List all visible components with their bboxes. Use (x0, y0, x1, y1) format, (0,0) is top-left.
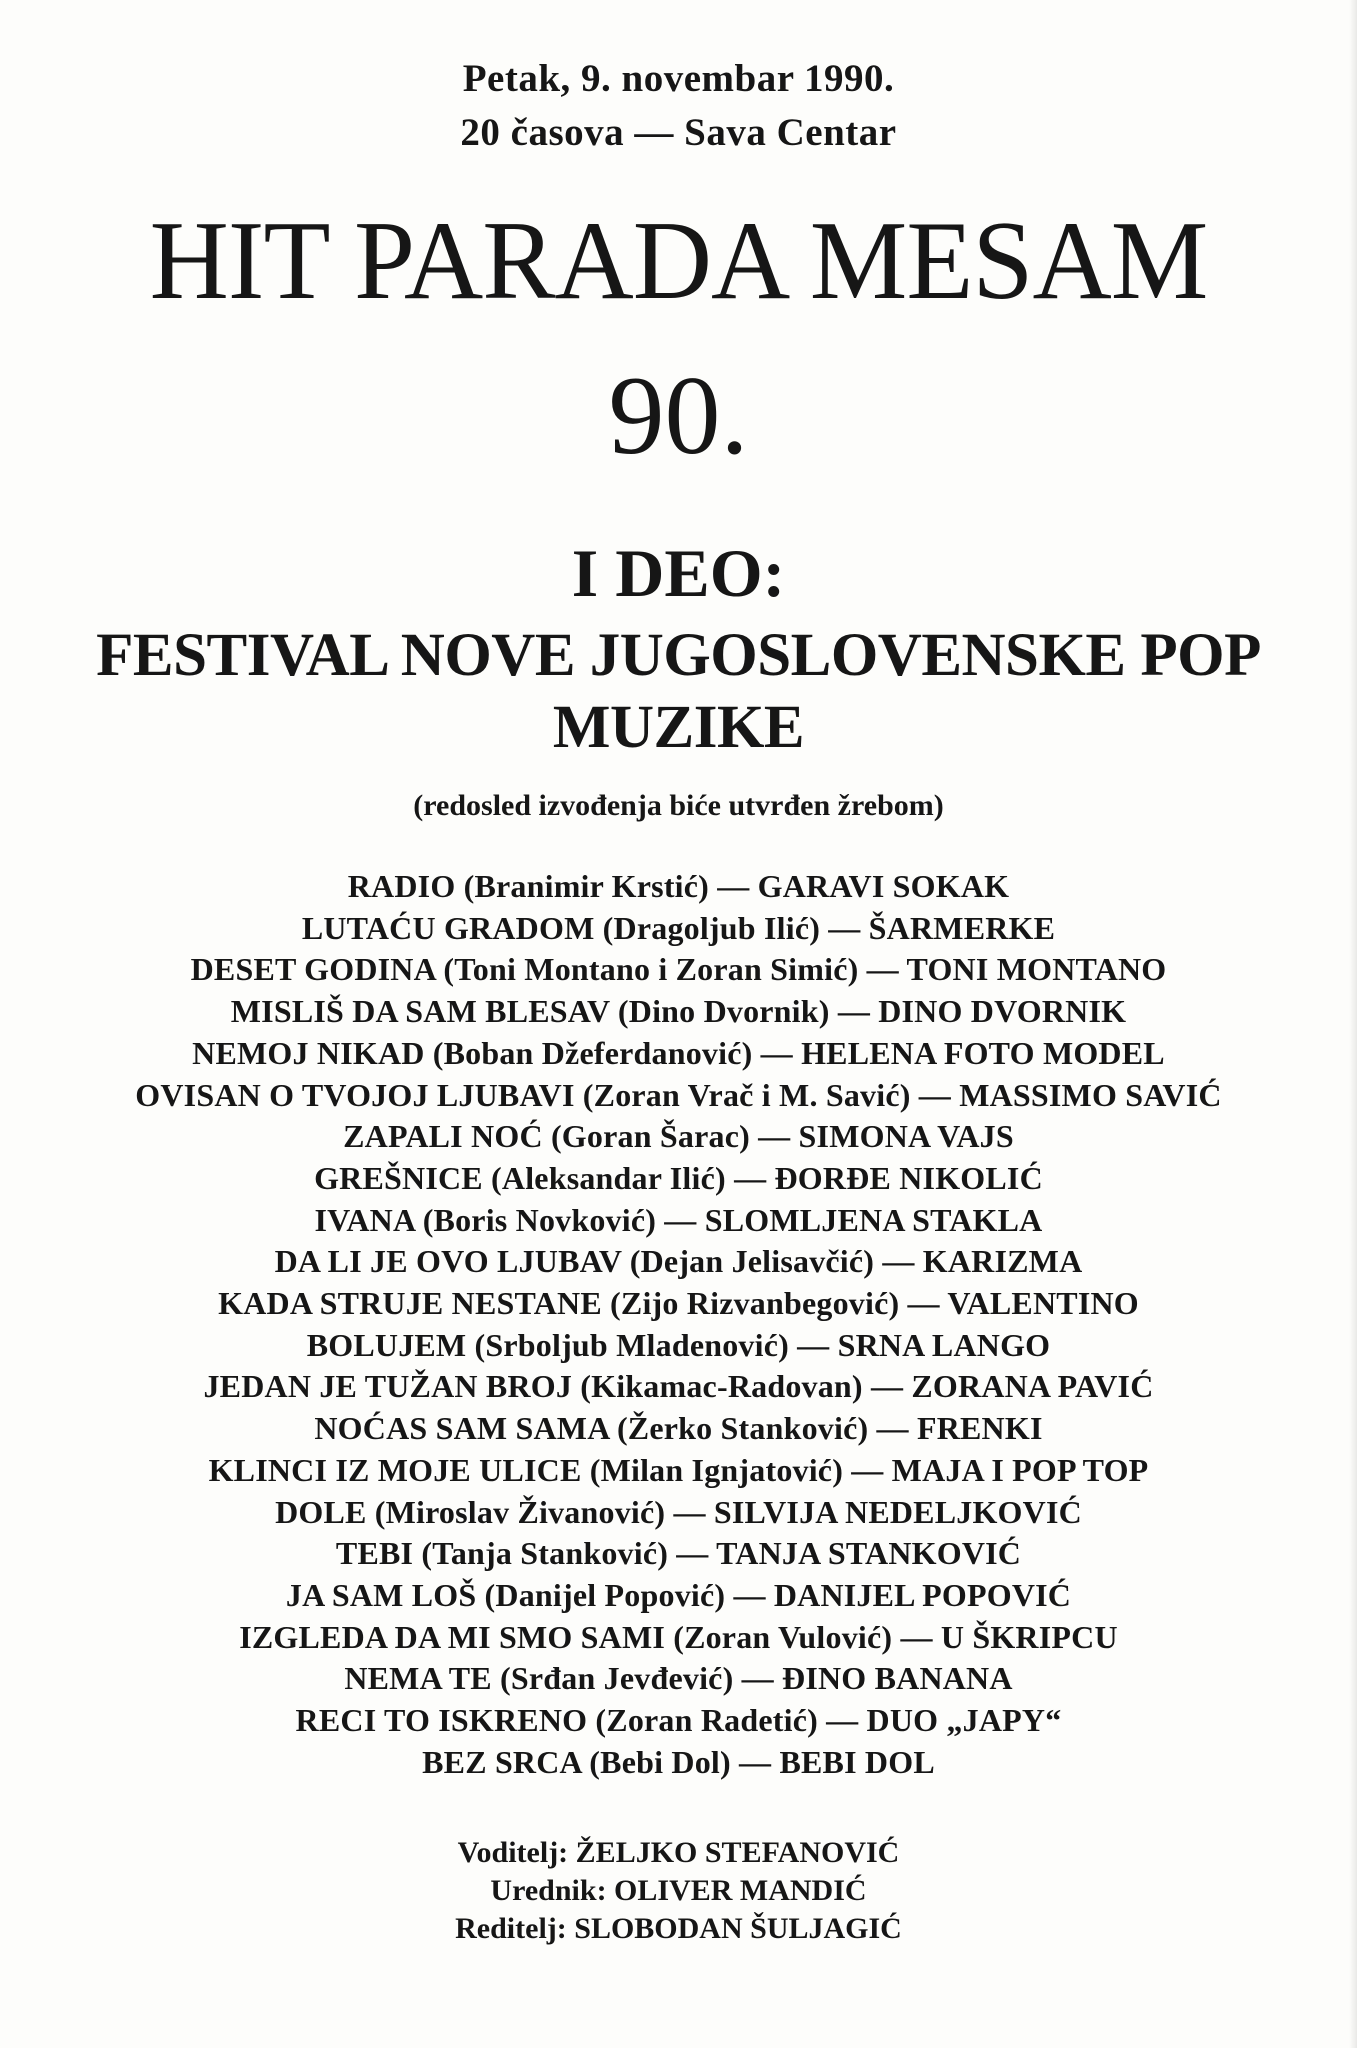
page-edge-shadow (1349, 0, 1357, 2048)
event-date: Petak, 9. novembar 1990. (462, 57, 895, 100)
song-entry: IVANA (Boris Novković) — SLOMLJENA STAKLA (314, 1201, 1043, 1238)
song-entry: JA SAM LOŠ (Danijel Popović) — DANIJEL POPOVIĆ (285, 1576, 1072, 1613)
festival-heading-line1: FESTIVAL NOVE JUGOSLOVENSKE POP (96, 622, 1261, 689)
song-entry: DA LI JE OVO LJUBAV (Dejan Jelisavčić) — KARIZMA (274, 1243, 1083, 1280)
credit-editor: Urednik: OLIVER MANDIĆ (490, 1874, 867, 1907)
song-entry: TEBI (Tanja Stanković) — TANJA STANKOVIĆ (335, 1535, 1022, 1572)
song-entry: NEMOJ NIKAD (Boban Džeferdanović) — HELENA FOTO MODEL (192, 1034, 1165, 1071)
song-entry: RADIO (Branimir Krstić) — GARAVI SOKAK (347, 868, 1010, 904)
song-entry: BOLUJEM (Srboljub Mladenović) — SRNA LANGO (306, 1326, 1051, 1363)
song-entry: ZAPALI NOĆ (Goran Šarac) — SIMONA VAJS (343, 1118, 1014, 1155)
song-entry: DESET GODINA (Toni Montano i Zoran Simić) — TONI MONTANO (190, 951, 1167, 988)
festival-heading-line2: MUZIKE (552, 694, 805, 761)
song-entry: NOĆAS SAM SAMA (Žerko Stanković) — FRENKI (314, 1410, 1043, 1447)
credits (0, 1834, 1357, 1948)
song-entry: BEZ SRCA (Bebi Dol) — BEBI DOL (422, 1743, 935, 1780)
song-entry: IZGLEDA DA MI SMO SAMI (Zoran Vulović) — U ŠKRIPCU (239, 1618, 1118, 1655)
song-list (0, 866, 1357, 1783)
main-title: HIT PARADA MESAM (149, 199, 1208, 323)
song-entry: LUTAĆU GRADOM (Dragoljub Ilić) — ŠARMERKE (301, 909, 1056, 946)
song-entry: NEMA TE (Srđan Jevđević) — ĐINO BANANA (344, 1660, 1013, 1697)
song-entry: RECI TO ISKRENO (Zoran Radetić) — DUO „JAPY“ (295, 1702, 1062, 1739)
song-entry: MISLIŠ DA SAM BLESAV (Dino Dvornik) — DINO DVORNIK (230, 993, 1127, 1030)
song-entry: OVISAN O TVOJOJ LJUBAVI (Zoran Vrač i M. Savić) — MASSIMO SAVIĆ (135, 1076, 1222, 1113)
festival-heading (0, 620, 1357, 764)
event-dateline (0, 52, 1357, 160)
order-note: (redosled izvođenja biće utvrđen žrebom) (413, 789, 944, 822)
song-entry: DOLE (Miroslav Živanović) — SILVIJA NEDELJKOVIĆ (275, 1493, 1082, 1530)
main-title-year: 90. (608, 354, 749, 478)
song-entry: KLINCI IZ MOJE ULICE (Milan Ignjatović) — MAJA I POP TOP (208, 1451, 1149, 1488)
song-entry: KADA STRUJE NESTANE (Zijo Rizvanbegović) — VALENTINO (218, 1285, 1139, 1322)
credit-host: Voditelj: ŽELJKO STEFANOVIĆ (457, 1836, 900, 1869)
part-heading: I DEO: (571, 535, 786, 611)
credit-director: Reditelj: SLOBODAN ŠULJAGIĆ (455, 1912, 902, 1945)
song-entry: JEDAN JE TUŽAN BROJ (Kikamac-Radovan) — ZORANA PAVIĆ (203, 1368, 1154, 1405)
event-time-place: 20 časova — Sava Centar (460, 111, 897, 154)
song-entry: GREŠNICE (Aleksandar Ilić) — ĐORĐE NIKOLIĆ (314, 1159, 1043, 1196)
